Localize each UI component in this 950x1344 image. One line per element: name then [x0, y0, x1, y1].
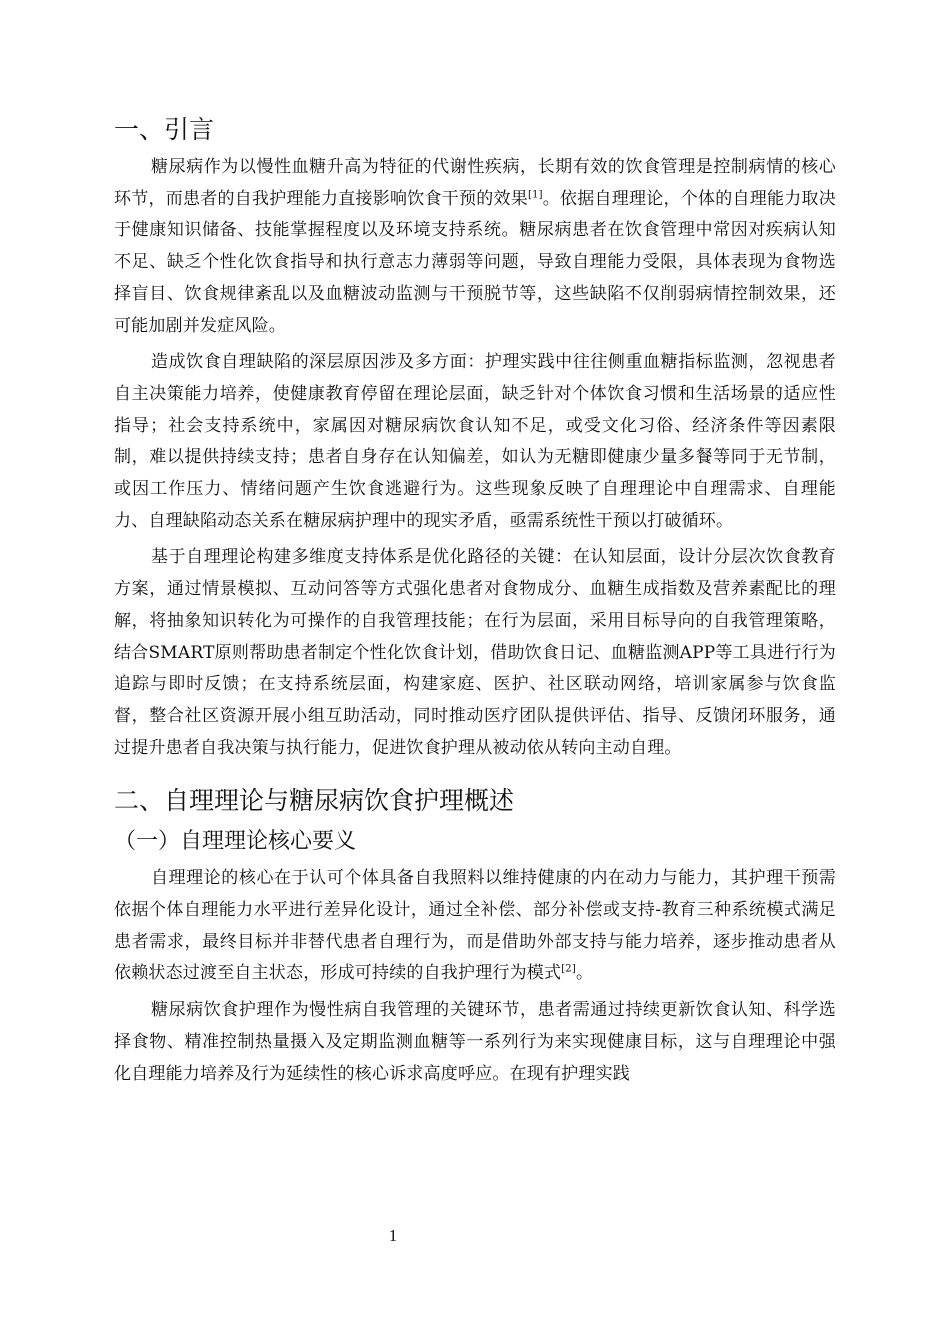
citation-ref[interactable]: [1] — [527, 189, 543, 201]
paragraph-text: 自理理论的核心在于认可个体具备自我照料以维持健康的内在动力与能力，其护理干预需依据个体自理能力水平进行差异化设计，通过全补偿、部分补偿或支持-教育三种系统模式满足患者需求，最终目标并非替代患者自理行为，而是借助外部支持与能力培养，逐步推动患者从依赖状态过渡至自主状态，形成可持续的自我护理行为模式 — [114, 868, 836, 984]
section-heading-overview: 二、自理理论与糖尿病饮食护理概述 — [114, 786, 515, 816]
paragraph: 糖尿病饮食护理作为慢性病自我管理的关键环节，患者需通过持续更新饮食认知、科学选择食物、精准控制热量摄入及定期监测血糖等一系列行为来实现健康目标，这与自理理论中强化自理能力培养及行为延续性的核心诉求高度呼应。在现有护理实践 — [114, 1000, 836, 1084]
paragraph: 基于自理理论构建多维度支持体系是优化路径的关键：在认知层面，设计分层次饮食教育方案，通过情景模拟、互动问答等方式强化患者对食物成分、血糖生成指数及营养素配比的理解，将抽象知识转化为可操作的自我管理技能；在行为层面，采用目标导向的自我管理策略，结合SMART原则帮助患者制定个性化饮食计划，借助饮食日记、血糖监测APP等工具进行行为追踪与即时反馈；在支持系统层面，构建家庭、医护、社区联动网络，培训家属参与饮食监督，整合社区资源开展小组互助活动，同时推动医疗团队提供评估、指导、反馈闭环服务，通过提升患者自我决策与执行能力，促进饮食护理从被动依从转向主动自理。 — [114, 547, 836, 758]
paragraph-text: 。 — [575, 963, 594, 984]
page-content — [114, 112, 836, 1095]
paragraph — [114, 863, 836, 990]
paragraph: 造成饮食自理缺陷的深层原因涉及多方面：护理实践中往往侧重血糖指标监测，忽视患者自主决策能力培养，使健康教育停留在理论层面，缺乏针对个体饮食习惯和生活场景的适应性指导；社会支持系统中，家属因对糖尿病饮食认知不足，或受文化习俗、经济条件等因素限制，难以提供持续支持；患者自身存在认知偏差，如认为无糖即健康少量多餐等同于无节制，或因工作压力、情绪问题产生饮食逃避行为。这些现象反映了自理理论中自理需求、自理能力、自理缺陷动态关系在糖尿病护理中的现实矛盾，亟需系统性干预以打破循环。 — [114, 352, 836, 531]
subsection-heading-core-theory: （一）自理理论核心要义 — [114, 829, 357, 855]
page-number: 1 — [388, 1226, 398, 1245]
citation-ref[interactable]: [2] — [561, 963, 576, 975]
section-spacer — [114, 769, 836, 783]
paragraph-text: 糖尿病作为以慢性血糖升高为特征的代谢性疾病，长期有效的饮食管理是控制病情的核心环节，而患者的自我护理能力直接影响饮食干预的效果 — [114, 157, 836, 209]
paragraph-text: 。依据自理理论，个体的自理能力取决于健康知识储备、技能掌握程度以及环境支持系统。糖尿病患者在饮食管理中常因对疾病认知不足、缺乏个性化饮食指导和执行意志力薄弱等问题，导致自理能力受限，具体表现为食物选择盲目、饮食规律紊乱以及血糖波动监测与干预脱节等，这些缺陷不仅削弱病情控制效果，还可能加剧并发症风险。 — [114, 188, 836, 336]
section-heading-introduction: 一、引言 — [114, 115, 215, 144]
paragraph — [114, 152, 836, 342]
